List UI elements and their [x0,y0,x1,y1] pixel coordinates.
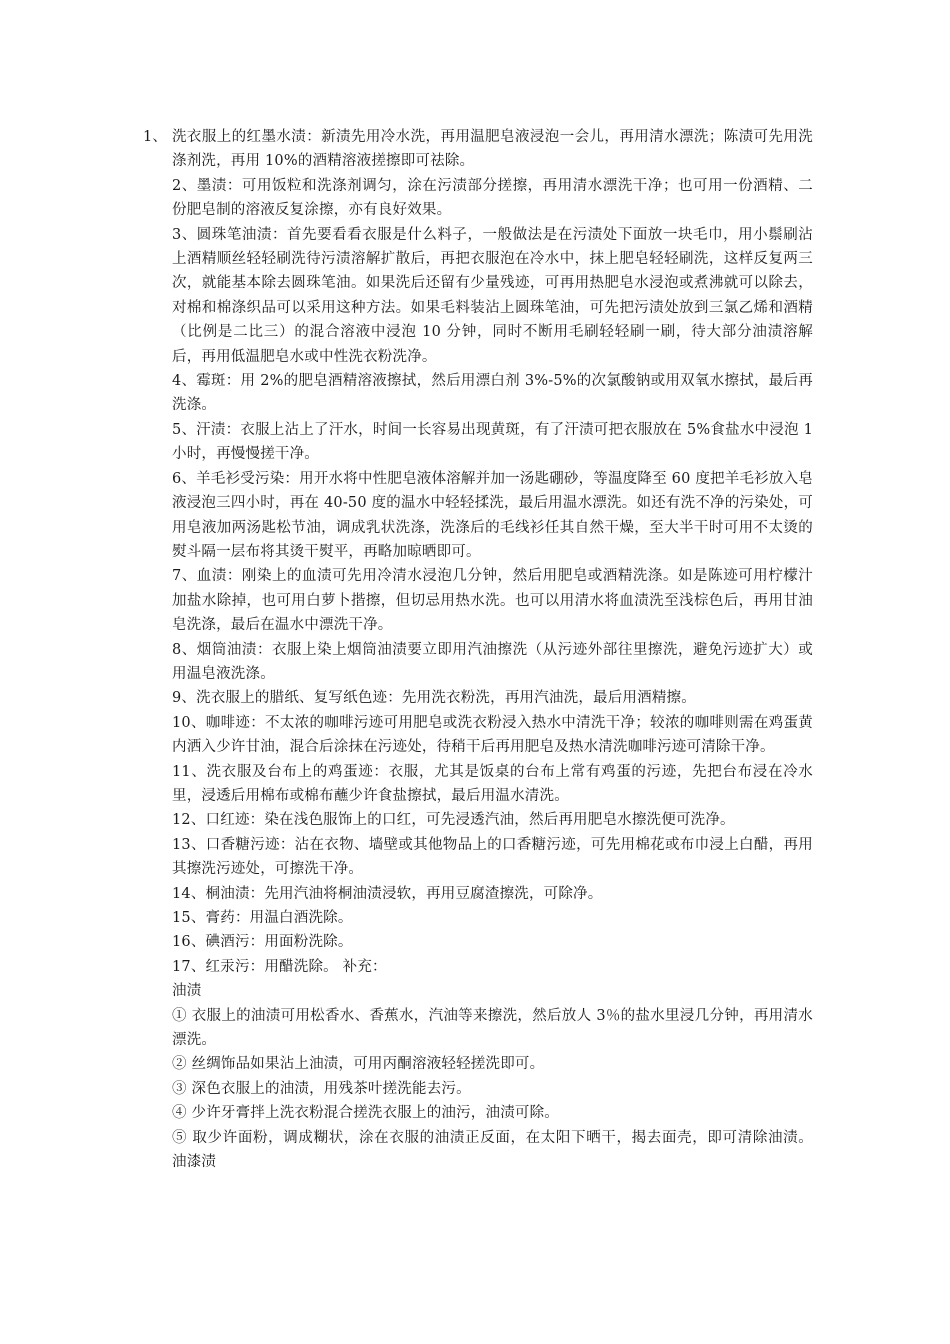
paragraph-text: 洗衣服上的红墨水渍：新渍先用冷水洗，再用温肥皂液浸泡一会儿，再用清水漂洗；陈渍可先用洗涤剂洗，再用 10%的酒精溶液搓擦即可祛除。 [172,129,813,170]
paragraph-chimney-oil: 8、烟筒油渍：衣服上染上烟筒油渍要立即用汽油擦洗（从污迹外部往里擦洗，避免污迹扩大）或用温皂液洗涤。 [172,641,813,682]
paragraph-blood-stain: 7、血渍：刚染上的血渍可先用冷清水浸泡几分钟，然后用肥皂或酒精洗涤。如是陈迹可用柠檬汁加盐水除掉，也可用白萝卜揩擦，但切忌用热水洗。也可以用清水将血渍洗至浅棕色后，再用甘油皂洗涤，最后在温水中漂洗干净。 [172,568,813,634]
paragraph-chewing-gum: 13、口香糖污迹：沾在衣物、墙壁或其他物品上的口香糖污迹，可先用棉花或布巾浸上白醋，再用其擦洗污迹处，可擦洗干净。 [172,836,813,878]
paragraph-ballpoint-oil: 3、圆珠笔油渍：首先要看看衣服是什么料子，一般做法是在污渍处下面放一块毛巾，用小鬃刷沾上酒精顺丝轻轻刷洗待污渍溶解扩散后，再把衣服泡在冷水中，抹上肥皂轻轻刷洗，这样反复两三次，就能基本除去圆珠笔油。如果洗后还留有少量残迹，可再用热肥皂水浸泡或煮沸就可以除去，对棉和棉涤织品可以采用这种方法。如果毛料装沾上圆珠笔油，可先把污渍处放到三氯乙烯和酒精（比例是二比三）的混合溶液中浸泡 10 分钟，同时不断用毛刷轻轻刷一刷，待大部分油渍溶解后，再用低温肥皂水或中性洗衣粉洗净。 [172,226,813,365]
section-heading-oil-stain: 油渍 [172,983,202,1000]
paragraph-mercurochrome: 17、红汞污：用醋洗除。 补充： [172,958,387,975]
paragraph-tung-oil: 14、桐油渍：先用汽油将桐油渍浸软，再用豆腐渣擦洗，可除净。 [172,885,603,902]
document-body [143,125,813,1174]
paragraph-plaster: 15、膏药：用温白酒洗除。 [172,910,353,926]
paragraph-wax-paper: 9、洗衣服上的腊纸、复写纸色迹：先用洗衣粉洗，再用汽油洗，最后用酒精擦。 [172,690,696,707]
paragraph-egg: 11、洗衣服及台布上的鸡蛋迹：衣服，尤其是饭桌的台布上常有鸡蛋的污迹，先把台布浸在冷水里，浸透后用棉布或棉布蘸少许食盐擦拭，最后用温水清洗。 [172,763,813,804]
paragraph-ink-stain: 2、墨渍：可用饭粒和洗涤剂调匀，涂在污渍部分搓擦，再用清水漂洗干净；也可用一份酒精、二份肥皂制的溶液反复涂擦，亦有良好效果。 [172,177,813,219]
paragraph-oil-tip-5: ⑤ 取少许面粉，调成糊状，涂在衣服的油渍正反面，在太阳下晒干，揭去面壳，即可清除油渍。 油漆渍 [172,1129,813,1171]
paragraph-wool-sweater: 6、羊毛衫受污染：用开水将中性肥皂液体溶解并加一汤匙硼砂，等温度降至 60 度把羊毛衫放入皂液浸泡三四小时，再在 40-50 度的温水中轻轻揉洗，最后用温水漂洗。如还有洗不净的污染处，可用皂液加两汤匙松节油，调成乳状洗涤，洗涤后的毛线衫任其自然干燥，至大半干时可用不太烫的熨斗隔一层布将其烫干熨平，再略加晾晒即可。 [172,470,813,560]
paragraph-red-ink [143,125,813,174]
paragraph-iodine: 16、碘酒污：用面粉洗除。 [172,934,353,951]
paragraph-mildew: 4、霉斑：用 2%的肥皂酒精溶液擦拭，然后用漂白剂 3%-5%的次氯酸钠或用双氧水擦拭，最后再洗涤。 [172,373,813,414]
paragraph-oil-tip-4: ④ 少许牙膏拌上洗衣粉混合搓洗衣服上的油污，油渍可除。 [172,1105,560,1122]
paragraph-oil-tip-2: ② 丝绸饰品如果沾上油渍，可用丙酮溶液轻轻搓洗即可。 [172,1056,545,1073]
list-number: 1、 [143,129,168,145]
paragraph-coffee: 10、咖啡迹：不太浓的咖啡污迹可用肥皂或洗衣粉浸入热水中清洗干净；较浓的咖啡则需在鸡蛋黄内洒入少许甘油，混合后涂抹在污迹处，待稍干后再用肥皂及热水清洗咖啡污迹可清除干净。 [172,714,813,756]
paragraph-lipstick: 12、口红迹：染在浅色服饰上的口红，可先浸透汽油，然后再用肥皂水擦洗便可洗净。 [172,812,735,829]
paragraph-oil-tip-1: ① 衣服上的油渍可用松香水、香蕉水，汽油等来擦洗，然后放人 3％的盐水里浸几分钟，再用清水漂洗。 [172,1007,813,1049]
paragraph-sweat-stain: 5、汗渍：衣服上沾上了汗水，时间一长容易出现黄斑，有了汗渍可把衣服放在 5%食盐水中浸泡 1 小时，再慢慢搓干净。 [172,421,813,463]
paragraph-oil-tip-3: ③ 深色衣服上的油渍，用残茶叶搓洗能去污。 [172,1080,471,1097]
